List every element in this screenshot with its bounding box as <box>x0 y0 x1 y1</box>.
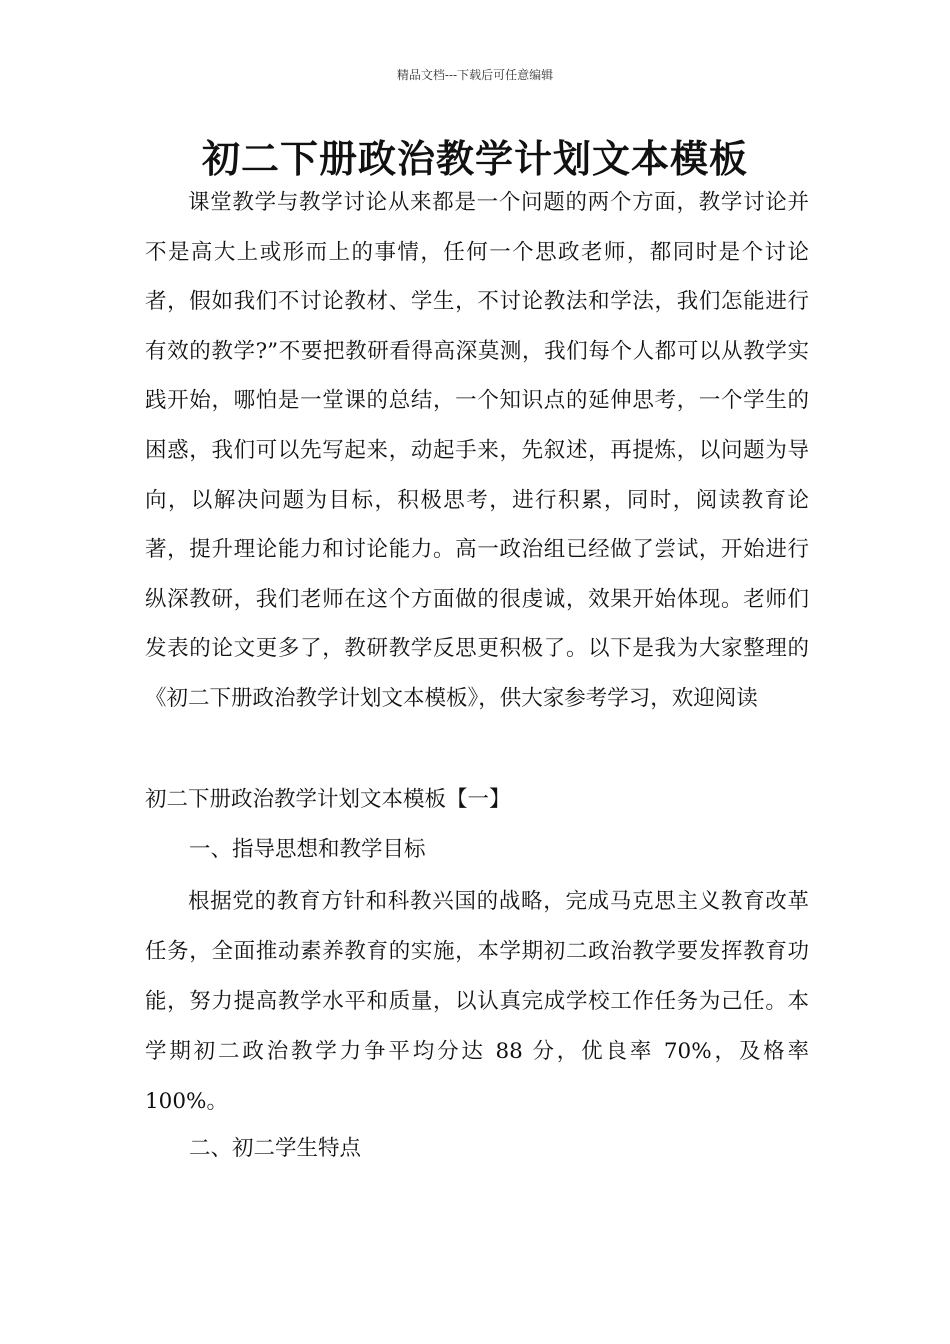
guiding-ideas-paragraph: 根据党的教育方针和科教兴国的战略，完成马克思主义教育改革任务，全面推动素养教育的实施，本学期初二政治教学要发挥教育功能，努力提高教学水平和质量，以认真完成学校工作任务为己任。本学期初二政治教学力争平均分达 88 分，优良率 70%，及格率100%。 <box>145 889 809 1114</box>
header-note: 精品文档---下载后可任意编辑 <box>396 68 554 82</box>
document-title: 初二下册政治教学计划文本模板 <box>201 136 748 181</box>
section-heading: 初二下册政治教学计划文本模板【一】 <box>145 787 511 812</box>
subsection-heading-guiding-ideas: 一、指导思想和教学目标 <box>189 837 426 862</box>
intro-paragraph: 课堂教学与教学讨论从来都是一个问题的两个方面，教学讨论并不是高大上或形而上的事情，任何一个思政老师，都同时是个讨论者，假如我们不讨论教材、学生，不讨论教法和学法，我们怎能进行有效的教学?”不要把教研看得高深莫测，我们每个人都可以从教学实践开始，哪怕是一堂课的总结，一个知识点的延伸思考，一个学生的困惑，我们可以先写起来，动起手来，先叙述，再提炼，以问题为导向，以解决问题为目标，积极思考，进行积累，同时，阅读教育论著，提升理论能力和讨论能力。高一政治组已经做了尝试，开始进行纵深教研，我们老师在这个方面做的很虔诚，效果开始体现。老师们发表的论文更多了，教研教学反思更积极了。以下是我为大家整理的《初二下册政治教学计划文本模板》，供大家参考学习，欢迎阅读 <box>145 190 809 711</box>
subsection-heading-student-traits: 二、初二学生特点 <box>189 1136 362 1161</box>
